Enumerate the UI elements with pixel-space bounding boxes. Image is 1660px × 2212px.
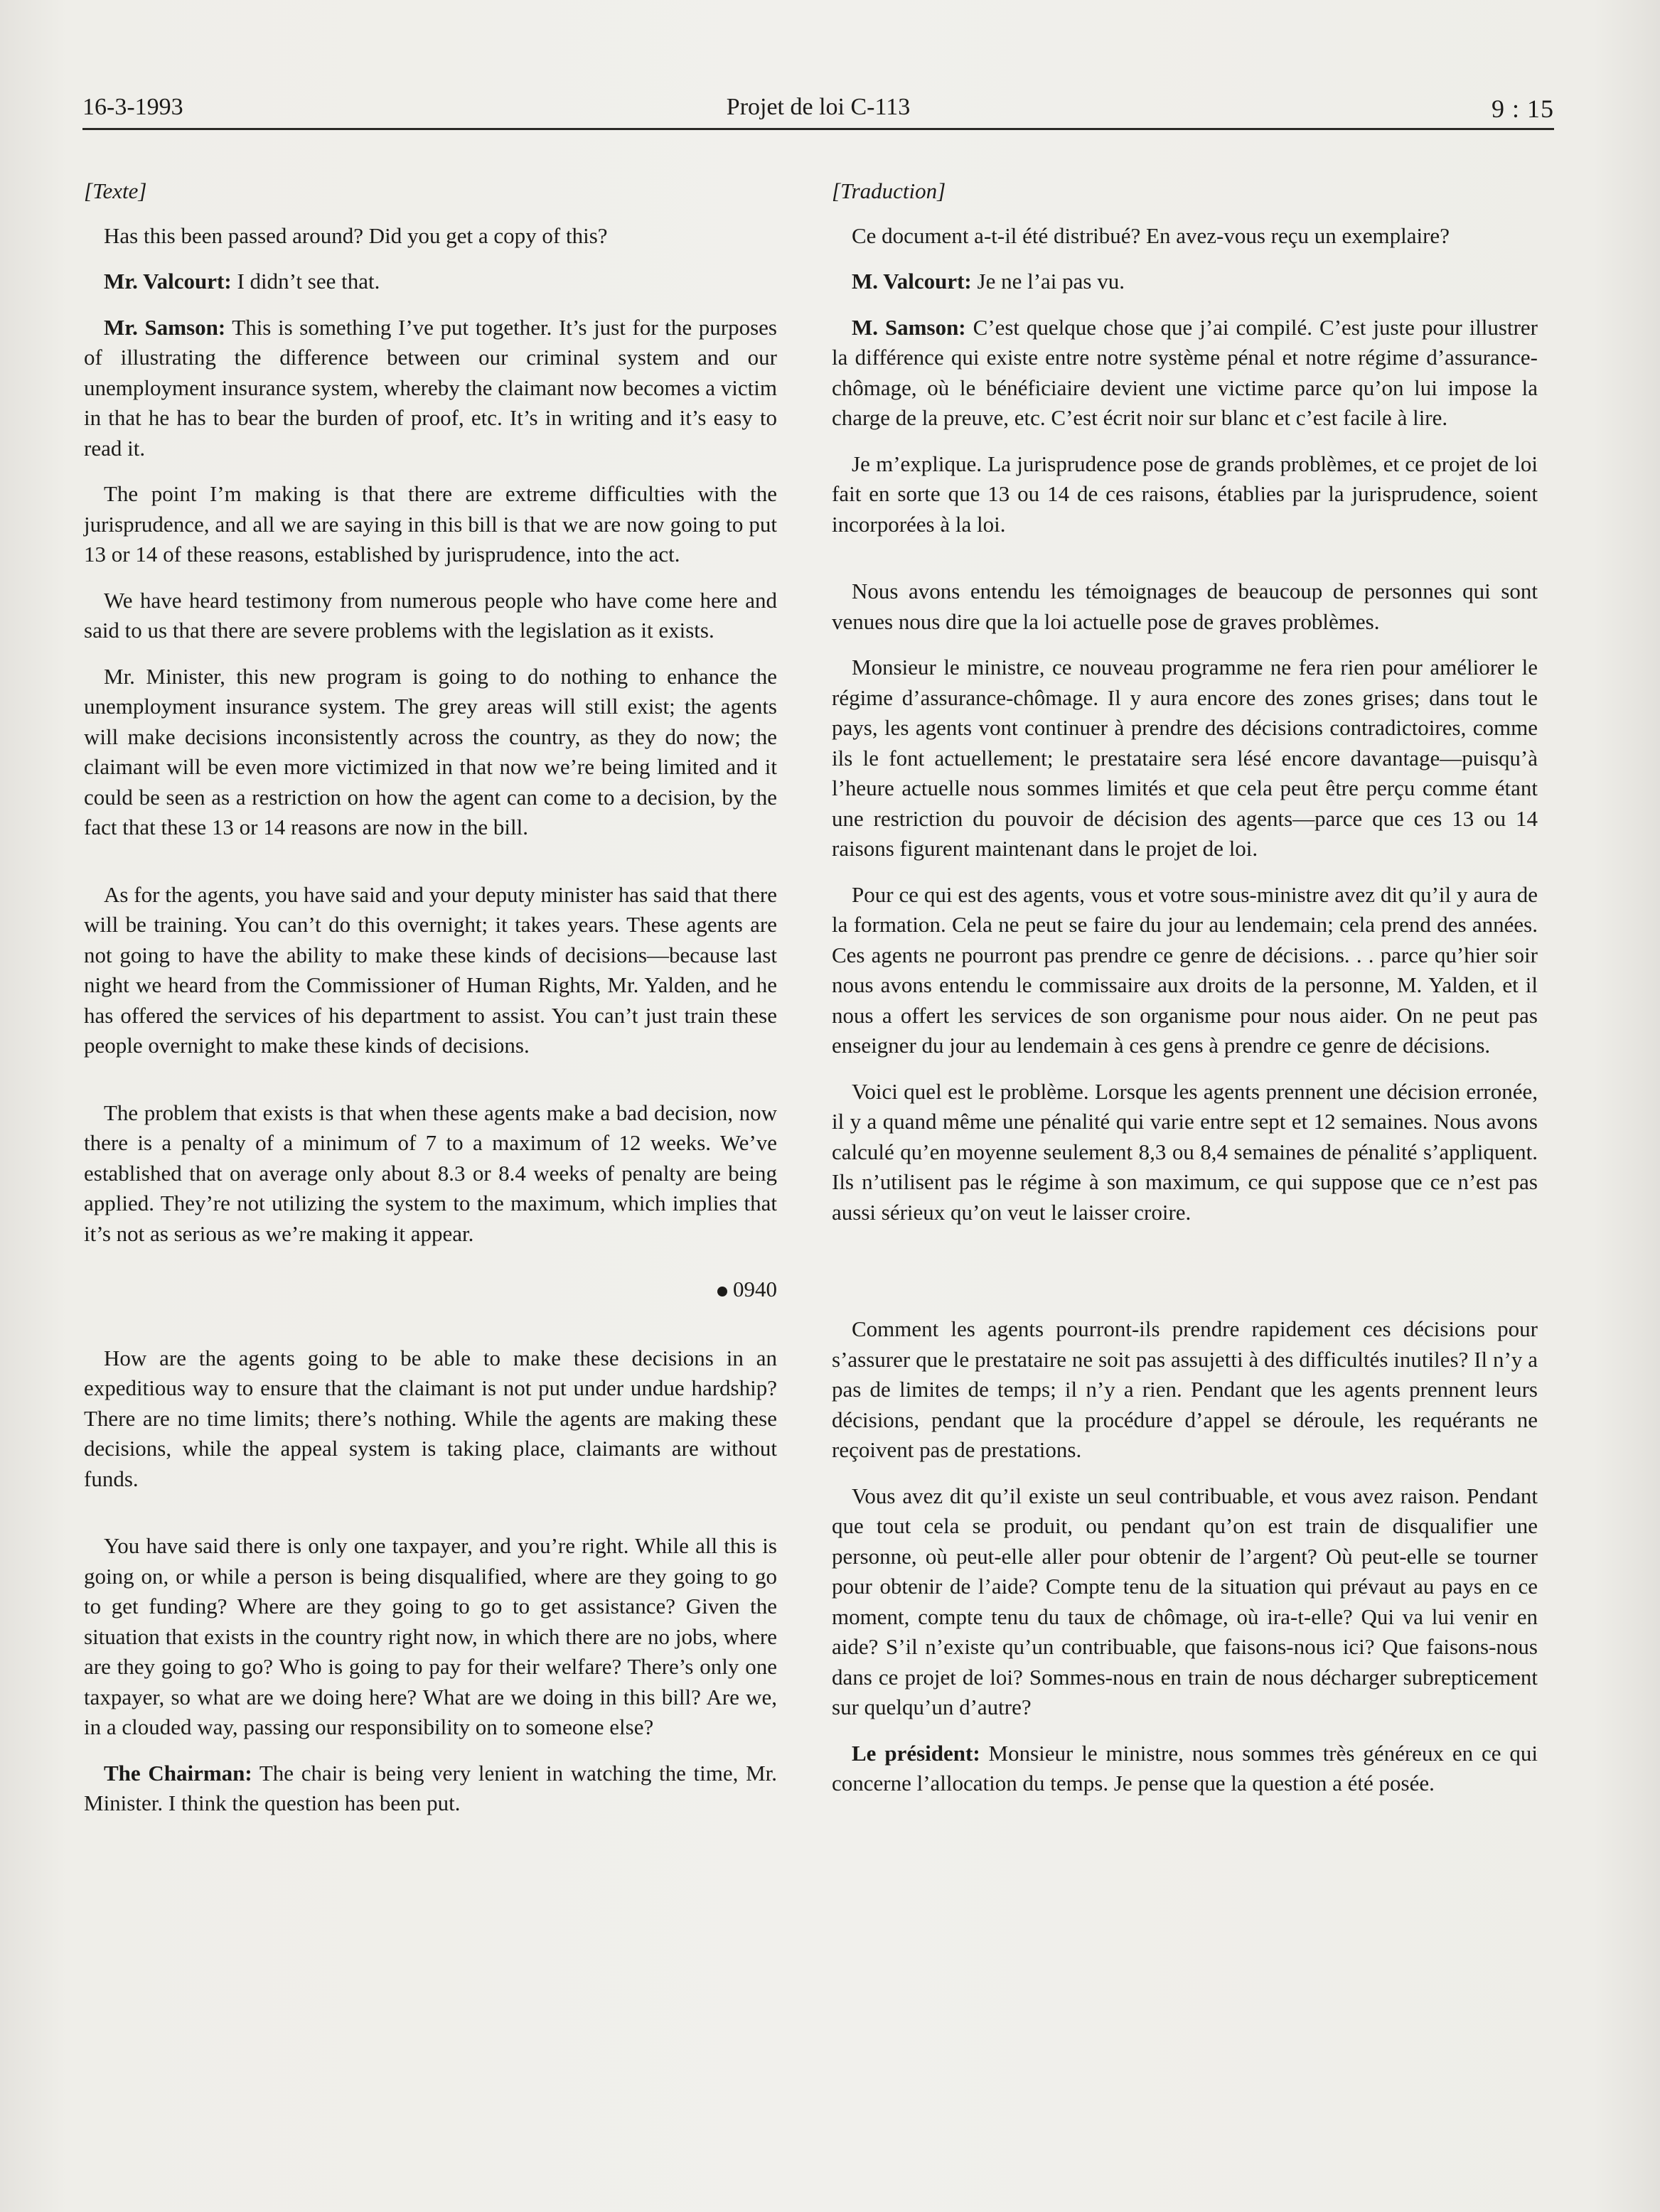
paragraph: Has this been passed around? Did you get a copy of this? <box>104 222 608 248</box>
page-header <box>82 88 1554 131</box>
section-label-texte: [Texte] <box>84 178 147 203</box>
paragraph: The point I’m making is that there are extreme difficulties with the jurisprudence, and all we are saying in this bill is that we are now going to put 13 or 14 of these reasons, established by jurisprudence, into the act. <box>84 481 777 567</box>
paragraph: How are the agents going to be able to make these decisions in an expeditious way to ensure that the claimant is not put under undue hardship? There are no time limits; there’s nothing. While the agents are making these decisions, while the appeal system is taking place, claimants are without funds. <box>84 1345 777 1491</box>
paragraph: Nous avons entendu les témoignages de beaucoup de personnes qui sont venues nous dire que la loi actuelle pose de graves problèmes. <box>832 579 1538 634</box>
speaker-paragraph <box>832 267 1538 297</box>
paragraph: You have said there is only one taxpayer, and you’re right. While all this is going on, or while a person is being disqualified, where are they going to go to get funding? Where are they going to go to get assistance? Given the situation that exists in the country right now, in which there are no jobs, where are they going to go? Who is going to pay for their welfare? There’s only one taxpayer, so what are we doing here? What are we doing in this bill? Are we, in a clouded way, passing our responsibility on to someone else? <box>84 1533 777 1739</box>
speaker-name: The Chairman: <box>104 1760 252 1786</box>
paragraph: Pour ce qui est des agents, vous et votre sous-ministre avez dit qu’il y aura de la formation. Cela ne peut se faire du jour au lendemain; cela prend des années. Ces agents ne pourront pas prendre ce genre de décisions. . . parce qu’hier soir nous avons entendu le commissaire aux droits de la personne, M. Yalden, et il nous a offert les services de son organisme pour nous aider. On ne peut pas enseigner du jour au lendemain à ces gens à prendre ce genre de décisions. <box>832 881 1538 1058</box>
section-label-traduction: [Traduction] <box>832 178 946 203</box>
time-stamp: 0940 <box>733 1277 777 1301</box>
paragraph: Je m’explique. La jurisprudence pose de grands problèmes, et ce projet de loi fait en sorte que 13 ou 14 de ces raisons, établies par la jurisprudence, soient incorporées à la loi. <box>832 451 1538 537</box>
paragraph: Mr. Minister, this new program is going to do nothing to enhance the unemployment insurance system. The grey areas will still exist; the agents will make decisions inconsistently across the country, as they do now; the claimant will be even more victimized in that now we’re being limited and it could be seen as a restriction on how the agent can come to a decision, by the fact that these 13 or 14 reasons are now in the bill. <box>84 663 777 839</box>
speech-text: This is something I’ve put together. It’s just for the purposes of illustrating the difference between our criminal system and our unemployment insurance system, whereby the claimant now becomes a victim in that he has to bear the burden of proof, etc. It’s in writing and it’s easy to read it. <box>84 314 777 461</box>
speaker-name: Mr. Samson: <box>104 314 226 340</box>
french-column <box>832 176 1538 1815</box>
header-date: 16-3-1993 <box>82 94 183 120</box>
bullet-icon <box>717 1287 727 1296</box>
speaker-paragraph <box>832 1739 1538 1799</box>
speaker-paragraph <box>832 313 1538 434</box>
paragraph: The problem that exists is that when these agents make a bad decision, now there is a penalty of a minimum of 7 to a maximum of 12 weeks. We’ve established that on average only about 8.3 or 8.4 weeks of penalty are being applied. They’re not utilizing the system to the maximum, which implies that it’s not as serious as we’re making it appear. <box>84 1100 777 1246</box>
speech-text: I didn’t see that. <box>231 269 380 294</box>
speaker-paragraph <box>84 1759 777 1819</box>
time-marker <box>84 1274 777 1305</box>
speaker-name: Mr. Valcourt: <box>104 269 232 294</box>
paragraph: Voici quel est le problème. Lorsque les agents prennent une décision erronée, il y a quand même une pénalité qui varie entre sept et 12 semaines. Nous avons calculé qu’en moyenne seulement 8,3 ou 8,4 semaines de pénalité s’appliquent. Ils n’utilisent pas le régime à son maximum, ce qui suppose que ce n’est pas aussi sérieux qu’on veut le laisser croire. <box>832 1078 1538 1225</box>
header-page-number: 9 : 15 <box>1491 95 1554 123</box>
speaker-paragraph <box>84 267 777 297</box>
paragraph: We have heard testimony from numerous people who have come here and said to us that there are severe problems with the legislation as it exists. <box>84 587 777 643</box>
paragraph: Monsieur le ministre, ce nouveau programme ne fera rien pour améliorer le régime d’assurance-chômage. Il y aura encore des zones grises; dans tout le pays, les agents vont continuer à prendre des décisions contradictoires, comme ils le font actuellement; le prestataire sera lésé encore davantage—puisqu’à l’heure actuelle nous sommes limités et que cela peut être perçu comme étant une restriction du pouvoir de décision des agents—parce que ces 13 ou 14 raisons figurent maintenant dans le projet de loi. <box>832 655 1538 861</box>
paragraph: Ce document a-t-il été distribué? En avez-vous reçu un exemplaire? <box>852 222 1450 248</box>
speaker-paragraph <box>84 313 777 464</box>
speech-text: The chair is being very lenient in watching the time, Mr. Minister. I think the question has been put. <box>84 1760 777 1815</box>
header-rule <box>82 128 1554 130</box>
english-column <box>84 176 777 1835</box>
paragraph: Vous avez dit qu’il existe un seul contribuable, et vous avez raison. Pendant que tout cela se produit, ou pendant qu’on est train de disqualifier une personne, où peut-elle aller pour obtenir de l’argent? Où peut-elle se tourner pour obtenir de l’aide? Compte tenu de la situation qui prévaut au pays en ce moment, compte tenu du taux de chômage, où ira-t-elle? Qui va lui venir en aide? S’il n’existe qu’un contribuable, que faisons-nous ici? Que faisons-nous dans ce projet de loi? Sommes-nous en train de nous décharger subrepticement sur quelqu’un d’autre? <box>832 1483 1538 1719</box>
speaker-name: M. Valcourt: <box>852 269 972 294</box>
header-title: Projet de loi C-113 <box>726 94 911 120</box>
speaker-name: Le président: <box>852 1740 980 1766</box>
speaker-name: M. Samson: <box>852 314 966 340</box>
paragraph: As for the agents, you have said and your deputy minister has said that there will be training. You can’t do this overnight; it takes years. These agents are not going to have the ability to make these kinds of decisions—because last night we heard from the Commissioner of Human Rights, Mr. Yalden, and he has offered the services of his department to assist. You can’t just train these people overnight to make these kinds of decisions. <box>84 881 777 1058</box>
paragraph: Comment les agents pourront-ils prendre rapidement ces décisions pour s’assurer que le prestataire ne soit pas assujetti à des difficultés inutiles? Il n’y a pas de limites de temps; il n’y a rien. Pendant que les agents prennent leurs décisions, pendant que la procédure d’appel se déroule, les requérants ne reçoivent pas de prestations. <box>832 1316 1538 1462</box>
speech-text: Je ne l’ai pas vu. <box>971 269 1125 294</box>
speech-text: C’est quelque chose que j’ai compilé. C’est juste pour illustrer la différence qui existe entre notre système pénal et notre régime d’assurance-chômage, où le bénéficiaire devient une victime parce qu’on lui impose la charge de la preuve, etc. C’est écrit noir sur blanc et c’est facile à lire. <box>832 314 1538 430</box>
speech-text: Monsieur le ministre, nous sommes très généreux en ce qui concerne l’allocation du temps. Je pense que la question a été posée. <box>832 1740 1538 1795</box>
